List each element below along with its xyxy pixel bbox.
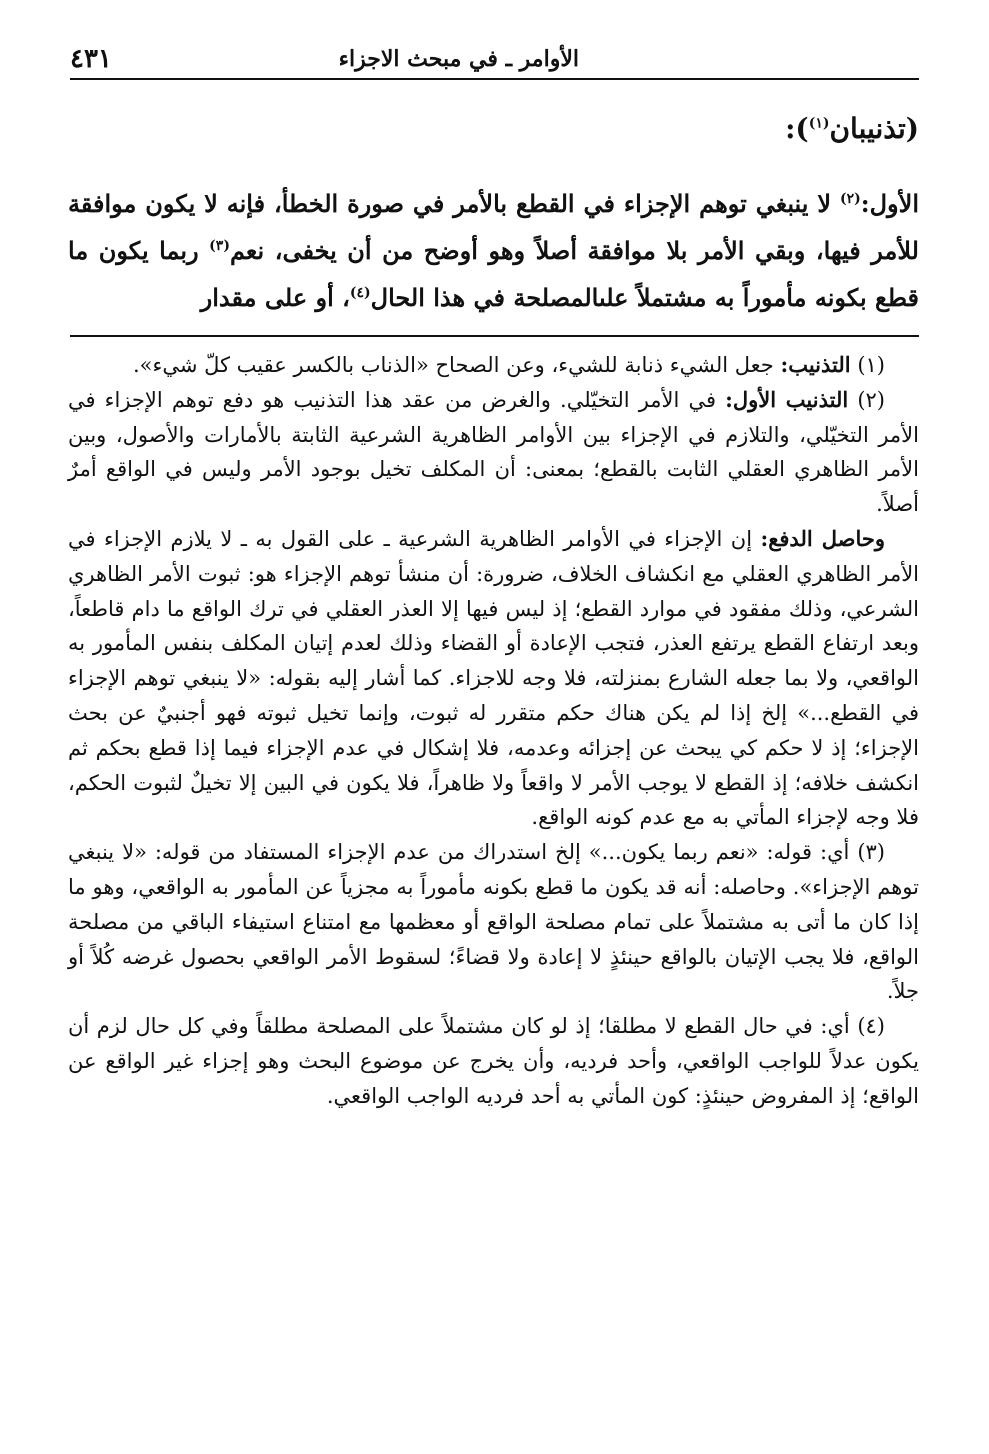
- main-text-part-3: ، أو على مقدار: [200, 283, 350, 312]
- footnote-term: التذنيب الأول:: [725, 386, 849, 412]
- main-text-part-2: ربما يكون ما قطع بكونه مأموراً به مشتملاً علىالمصلحة في هذا الحال: [68, 236, 919, 312]
- footnote-number: (٢): [857, 387, 885, 412]
- heading-tail: ):: [785, 112, 809, 145]
- footnote-text: جعل الشيء ذنابة للشيء، وعن الصحاح «الذناب بالكسر عقيب كلّ شيء».: [132, 353, 781, 377]
- first-point-label: الأول:: [860, 189, 919, 218]
- footnote-2: [68, 383, 919, 522]
- footnote-term: التذنيب:: [780, 352, 851, 377]
- section-heading: [785, 112, 919, 145]
- footnote-4: [68, 1009, 919, 1113]
- main-text-part-1: لا ينبغي توهم الإجزاء في القطع بالأمر في صورة الخطأ، فإنه لا يكون موافقة للأمر فيها، وبقي الأمر بلا موافقة أصلاً وهو أوضح من أن يخفى، نعم: [68, 189, 919, 265]
- footnote-text: إن الإجزاء في الأوامر الظاهرية الشرعية ـ على القول به ـ لا يلازم الإجزاء في الأمر الظاهري العقلي مع انكشاف الخلاف، ضرورة: أن منشأ توهم الإجزاء هو: ثبوت الأمر الظاهري الشرعي، وذلك مفقود في موارد القطع؛ إذ ليس فيها إلا العذر العقلي في ترك الواقع ما دام قاطعاً، وبعد ارتفاع القطع يرتفع العذر، فتجب الإعادة أو القضاء وذلك لعدم إتيان المكلف بنفس المأمور به الواقعي، ولا بما جعله الشارع بمنزلته، فلا وجه للاجزاء. كما أشار إليه بقوله: «لا ينبغي توهم الإجزاء في القطع...» إلخ إذا لم يكن هناك حكم متقرر له ثبوت، وإنما تخيل ثبوته فهو أجنبيٌ عن بحث الإجزاء؛ إذ لا حكم كي يبحث عن إجزائه وعدمه، فلا إشكال في عدم الإجزاء فيما إذا قطع بحكم ثم انكشف خلافه؛ إذ القطع لا يوجب الأمر لا واقعاً ولا ظاهراً، فلا يكون في البين إلا تخيلٌ لثبوت الحكم، فلا وجه لإجزاء المأتي به مع عدم كونه الواقع.: [68, 526, 919, 830]
- footnote-number: (٤): [857, 1014, 885, 1039]
- footnotes: [68, 348, 919, 1114]
- chapter-title: الأوامر ـ في مبحث الاجزاء: [338, 46, 579, 72]
- footnote-text: في الأمر التخيّلي. والغرض من عقد هذا التذنيب هو دفع توهم الإجزاء في الأمر التخيّلي، والتلازم في الإجزاء بين الأوامر الظاهرية الشرعية الثابتة بالأمارات والأصول، وبين الأمر الظاهري العقلي الثابت بالقطع؛ بمعنى: أن المكلف تخيل بوجود الأمر وليس في الواقع أمرٌ أصلاً.: [68, 387, 919, 517]
- footnote-number: (١): [857, 353, 885, 377]
- footnote-ref-4: (٤): [349, 285, 371, 301]
- heading-text: (تذنيبان: [829, 112, 919, 145]
- footnote-divider: [70, 335, 919, 337]
- footnote-term: وحاصل الدفع:: [760, 525, 885, 551]
- footnote-3: [68, 835, 919, 1009]
- main-text: [68, 180, 919, 321]
- page-number: ٤٣١: [70, 44, 112, 74]
- running-header: [70, 40, 919, 80]
- footnote-number: (٣): [857, 840, 885, 865]
- footnote-2-continued: [68, 522, 919, 835]
- footnote-text: أي: في حال القطع لا مطلقا؛ إذ لو كان مشتملاً على المصلحة مطلقاً وفي كل حال لزم أن يكون عدلاً للواجب الواقعي، وأحد فرديه، وأن يخرج عن موضوع البحث وهو إجزاء غير الواقع عن الواقع؛ إذ المفروض حينئذٍ: كون المأتي به أحد فرديه الواجب الواقعي.: [68, 1014, 919, 1108]
- footnote-ref-2: (٢): [839, 191, 861, 207]
- footnote-1: [68, 348, 919, 383]
- footnote-text: أي: قوله: «نعم ربما يكون...» إلخ استدراك من عدم الإجزاء المستفاد من قوله: «لا ينبغي توهم الإجزاء». وحاصله: أنه قد يكون ما قطع بكونه مأموراً به مجزياً عن المأمور به الواقعي، وهو ما إذا كان ما أتى به مشتملاً على تمام مصلحة الواقع أو معظمها مع امتناع استيفاء الباقي من مصلحة الواقع، فلا يجب الإتيان بالواقع حينئذٍ لا إعادة ولا قضاءً؛ لسقوط الأمر الواقعي بحصول غرضه كُلاً أو جلاً.: [68, 840, 919, 1004]
- footnote-ref-3: (٣): [209, 238, 230, 254]
- footnote-ref-1: (١): [808, 115, 830, 132]
